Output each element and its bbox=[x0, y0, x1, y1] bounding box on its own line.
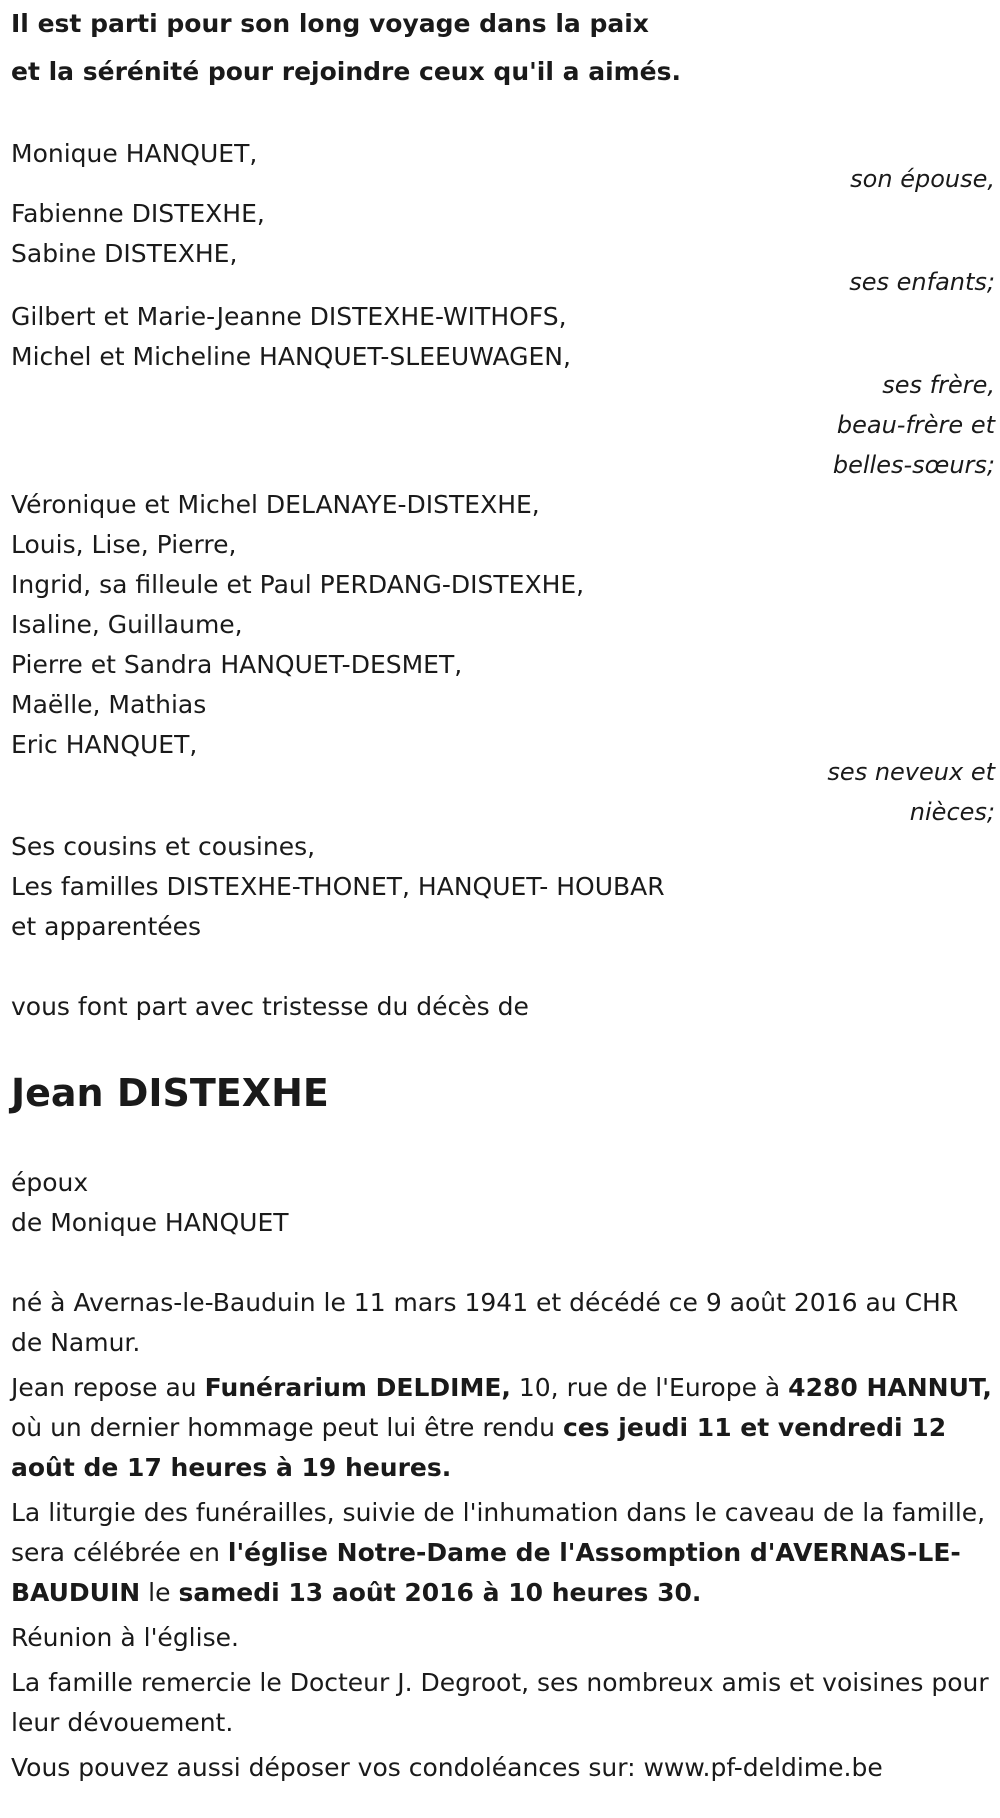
family-name: Pierre et Sandra HANQUET-DESMET, bbox=[11, 650, 463, 679]
family-name: Les familles DISTEXHE-THONET, HANQUET- HOUBAR bbox=[11, 872, 665, 901]
condolences-text: Vous pouvez aussi déposer vos condoléances sur: www.pf-deldime.be bbox=[11, 1753, 883, 1782]
family-role: nièces; bbox=[909, 798, 995, 826]
family-name: Isaline, Guillaume, bbox=[11, 610, 243, 639]
family-name: Louis, Lise, Pierre, bbox=[11, 530, 237, 559]
family-role: ses enfants; bbox=[849, 268, 995, 296]
reunion-text: Réunion à l'église. bbox=[11, 1623, 239, 1652]
family-name: Sabine DISTEXHE, bbox=[11, 239, 238, 268]
family-name: Monique HANQUET, bbox=[11, 139, 258, 168]
family-name: Maëlle, Mathias bbox=[11, 690, 207, 719]
family-role: ses frère, bbox=[882, 371, 995, 399]
repose-paragraph: Jean repose au Funérarium DELDIME, 10, rue de l'Europe à 4280 HANNUT, où un dernier hommage peut lui être rendu ces jeudi 11 et vendredi 12 août de 17 heures à 19 heures. bbox=[11, 1373, 992, 1482]
family-name: Eric HANQUET, bbox=[11, 730, 198, 759]
family-name: et apparentées bbox=[11, 912, 202, 941]
family-name: Fabienne DISTEXHE, bbox=[11, 199, 265, 228]
deceased-relation: époux bbox=[11, 1168, 89, 1197]
deceased-relation: de Monique HANQUET bbox=[11, 1208, 289, 1237]
family-role: belles-sœurs; bbox=[832, 451, 995, 479]
intro-line: et la sérénité pour rejoindre ceux qu'il a aimés. bbox=[11, 57, 682, 86]
announcement: vous font part avec tristesse du décès de bbox=[11, 992, 529, 1021]
family-name: Ses cousins et cousines, bbox=[11, 832, 316, 861]
family-name: Michel et Micheline HANQUET-SLEEUWAGEN, bbox=[11, 342, 571, 371]
family-role: son épouse, bbox=[850, 165, 995, 193]
family-name: Gilbert et Marie-Jeanne DISTEXHE-WITHOFS, bbox=[11, 302, 567, 331]
thanks-paragraph: La famille remercie le Docteur J. Degroot, ses nombreux amis et voisines pour leur dévouement. bbox=[11, 1668, 989, 1737]
family-name: Véronique et Michel DELANAYE-DISTEXHE, bbox=[11, 490, 540, 519]
deceased-name: Jean DISTEXHE bbox=[11, 1071, 329, 1115]
family-role: ses neveux et bbox=[827, 758, 995, 786]
family-name: Ingrid, sa filleule et Paul PERDANG-DISTEXHE, bbox=[11, 570, 585, 599]
liturgy-paragraph: La liturgie des funérailles, suivie de l'inhumation dans le caveau de la famille, sera célébrée en l'église Notre-Dame de l'Assomption d'AVERNAS-LE-BAUDUIN le samedi 13 août 2016 à 10 heures 30. bbox=[11, 1498, 986, 1607]
birth-death-paragraph: né à Avernas-le-Bauduin le 11 mars 1941 et décédé ce 9 août 2016 au CHR de Namur. bbox=[11, 1288, 959, 1357]
intro-line: Il est parti pour son long voyage dans la paix bbox=[11, 9, 649, 38]
family-role: beau-frère et bbox=[836, 411, 995, 439]
